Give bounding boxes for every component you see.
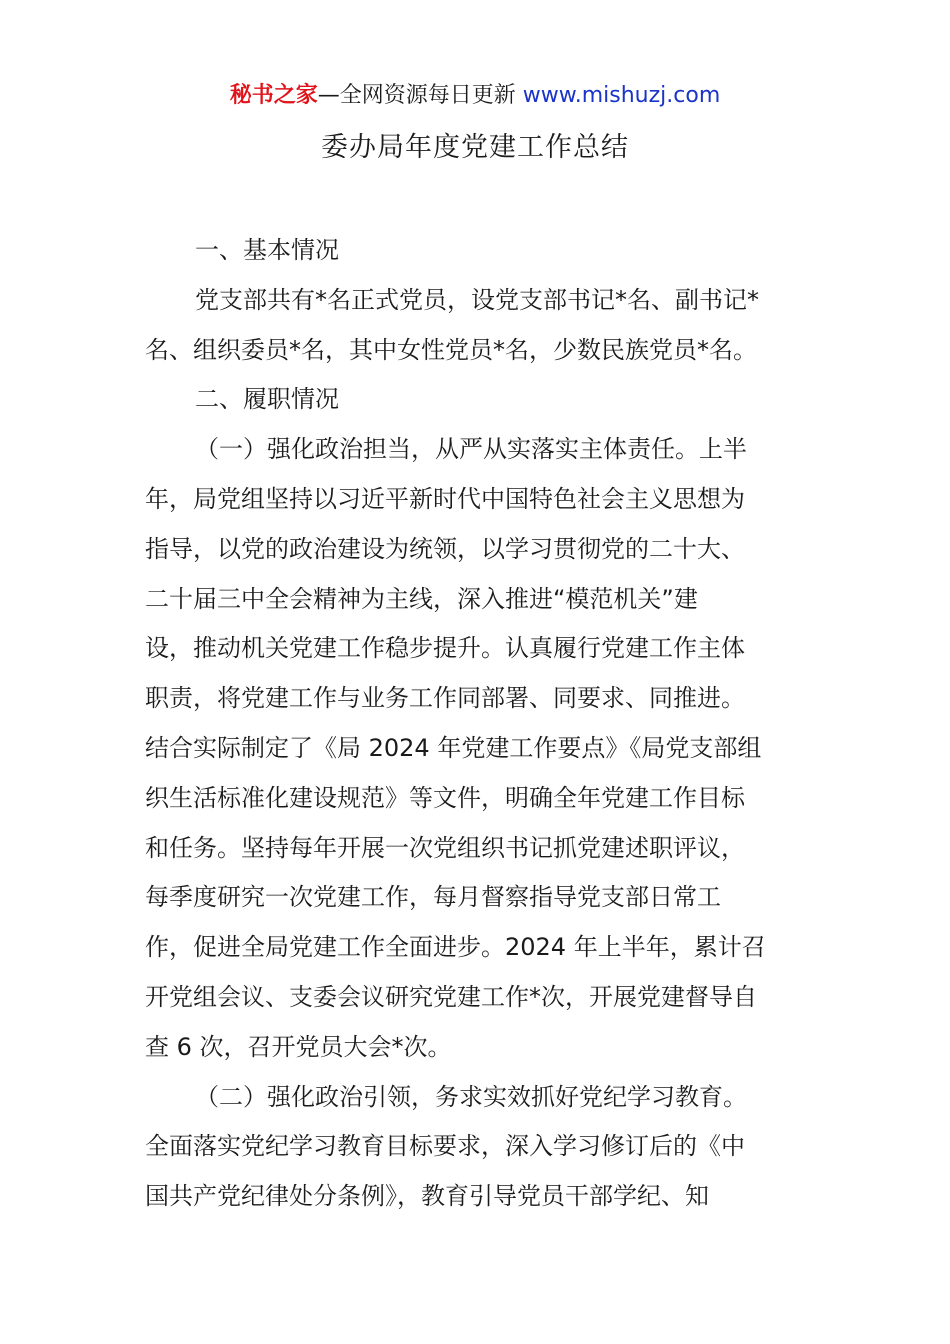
paragraph-line: 结合实际制定了《局 2024 年党建工作要点》《局党支部组 [145, 733, 762, 762]
subsection-heading-1: （一）强化政治担当，从严从实落实主体责任。上半 [195, 435, 747, 464]
document-title: 委办局年度党建工作总结 [321, 132, 629, 163]
paragraph-line: 党支部共有*名正式党员，设党支部书记*名、副书记* [195, 285, 759, 314]
paragraph-line: 织生活标准化建设规范》等文件，明确全年党建工作目标 [145, 783, 745, 812]
site-url-link[interactable]: www.mishuzj.com [522, 83, 721, 108]
site-banner [0, 80, 950, 112]
paragraph-line: 每季度研究一次党建工作，每月督察指导党支部日常工 [145, 883, 721, 912]
paragraph-line: 设，推动机关党建工作稳步提升。认真履行党建工作主体 [145, 634, 745, 663]
brand-name: 秘书之家 [229, 83, 318, 108]
paragraph-line: 开党组会议、支委会议研究党建工作*次，开展党建督导自 [145, 982, 757, 1011]
paragraph-line: 作，促进全局党建工作全面进步。2024 年上半年，累计召 [145, 933, 766, 962]
paragraph-line: 全面落实党纪学习教育目标要求，深入学习修订后的《中 [145, 1132, 745, 1161]
subsection-heading-2: （二）强化政治引领，务求实效抓好党纪学习教育。 [195, 1082, 747, 1111]
document-body [145, 226, 825, 1222]
paragraph-line: 和任务。坚持每年开展一次党组织书记抓党建述职评议， [145, 833, 745, 862]
banner-tagline: —全网资源每日更新 [317, 83, 516, 108]
paragraph-line: 指导，以党的政治建设为统领，以学习贯彻党的二十大、 [145, 534, 745, 563]
paragraph-line: 查 6 次，召开党员大会*次。 [145, 1032, 452, 1061]
paragraph-line: 二十届三中全会精神为主线，深入推进“模范机关”建 [145, 584, 698, 613]
section-heading-duties: 二、履职情况 [195, 385, 339, 414]
paragraph-line: 名、组织委员*名，其中女性党员*名，少数民族党员*名。 [145, 335, 757, 364]
paragraph-line: 职责，将党建工作与业务工作同部署、同要求、同推进。 [145, 684, 745, 713]
section-heading-basic: 一、基本情况 [195, 236, 339, 264]
paragraph-line: 国共产党纪律处分条例》，教育引导党员干部学纪、知 [145, 1182, 709, 1211]
paragraph-line: 年，局党组坚持以习近平新时代中国特色社会主义思想为 [145, 484, 745, 513]
